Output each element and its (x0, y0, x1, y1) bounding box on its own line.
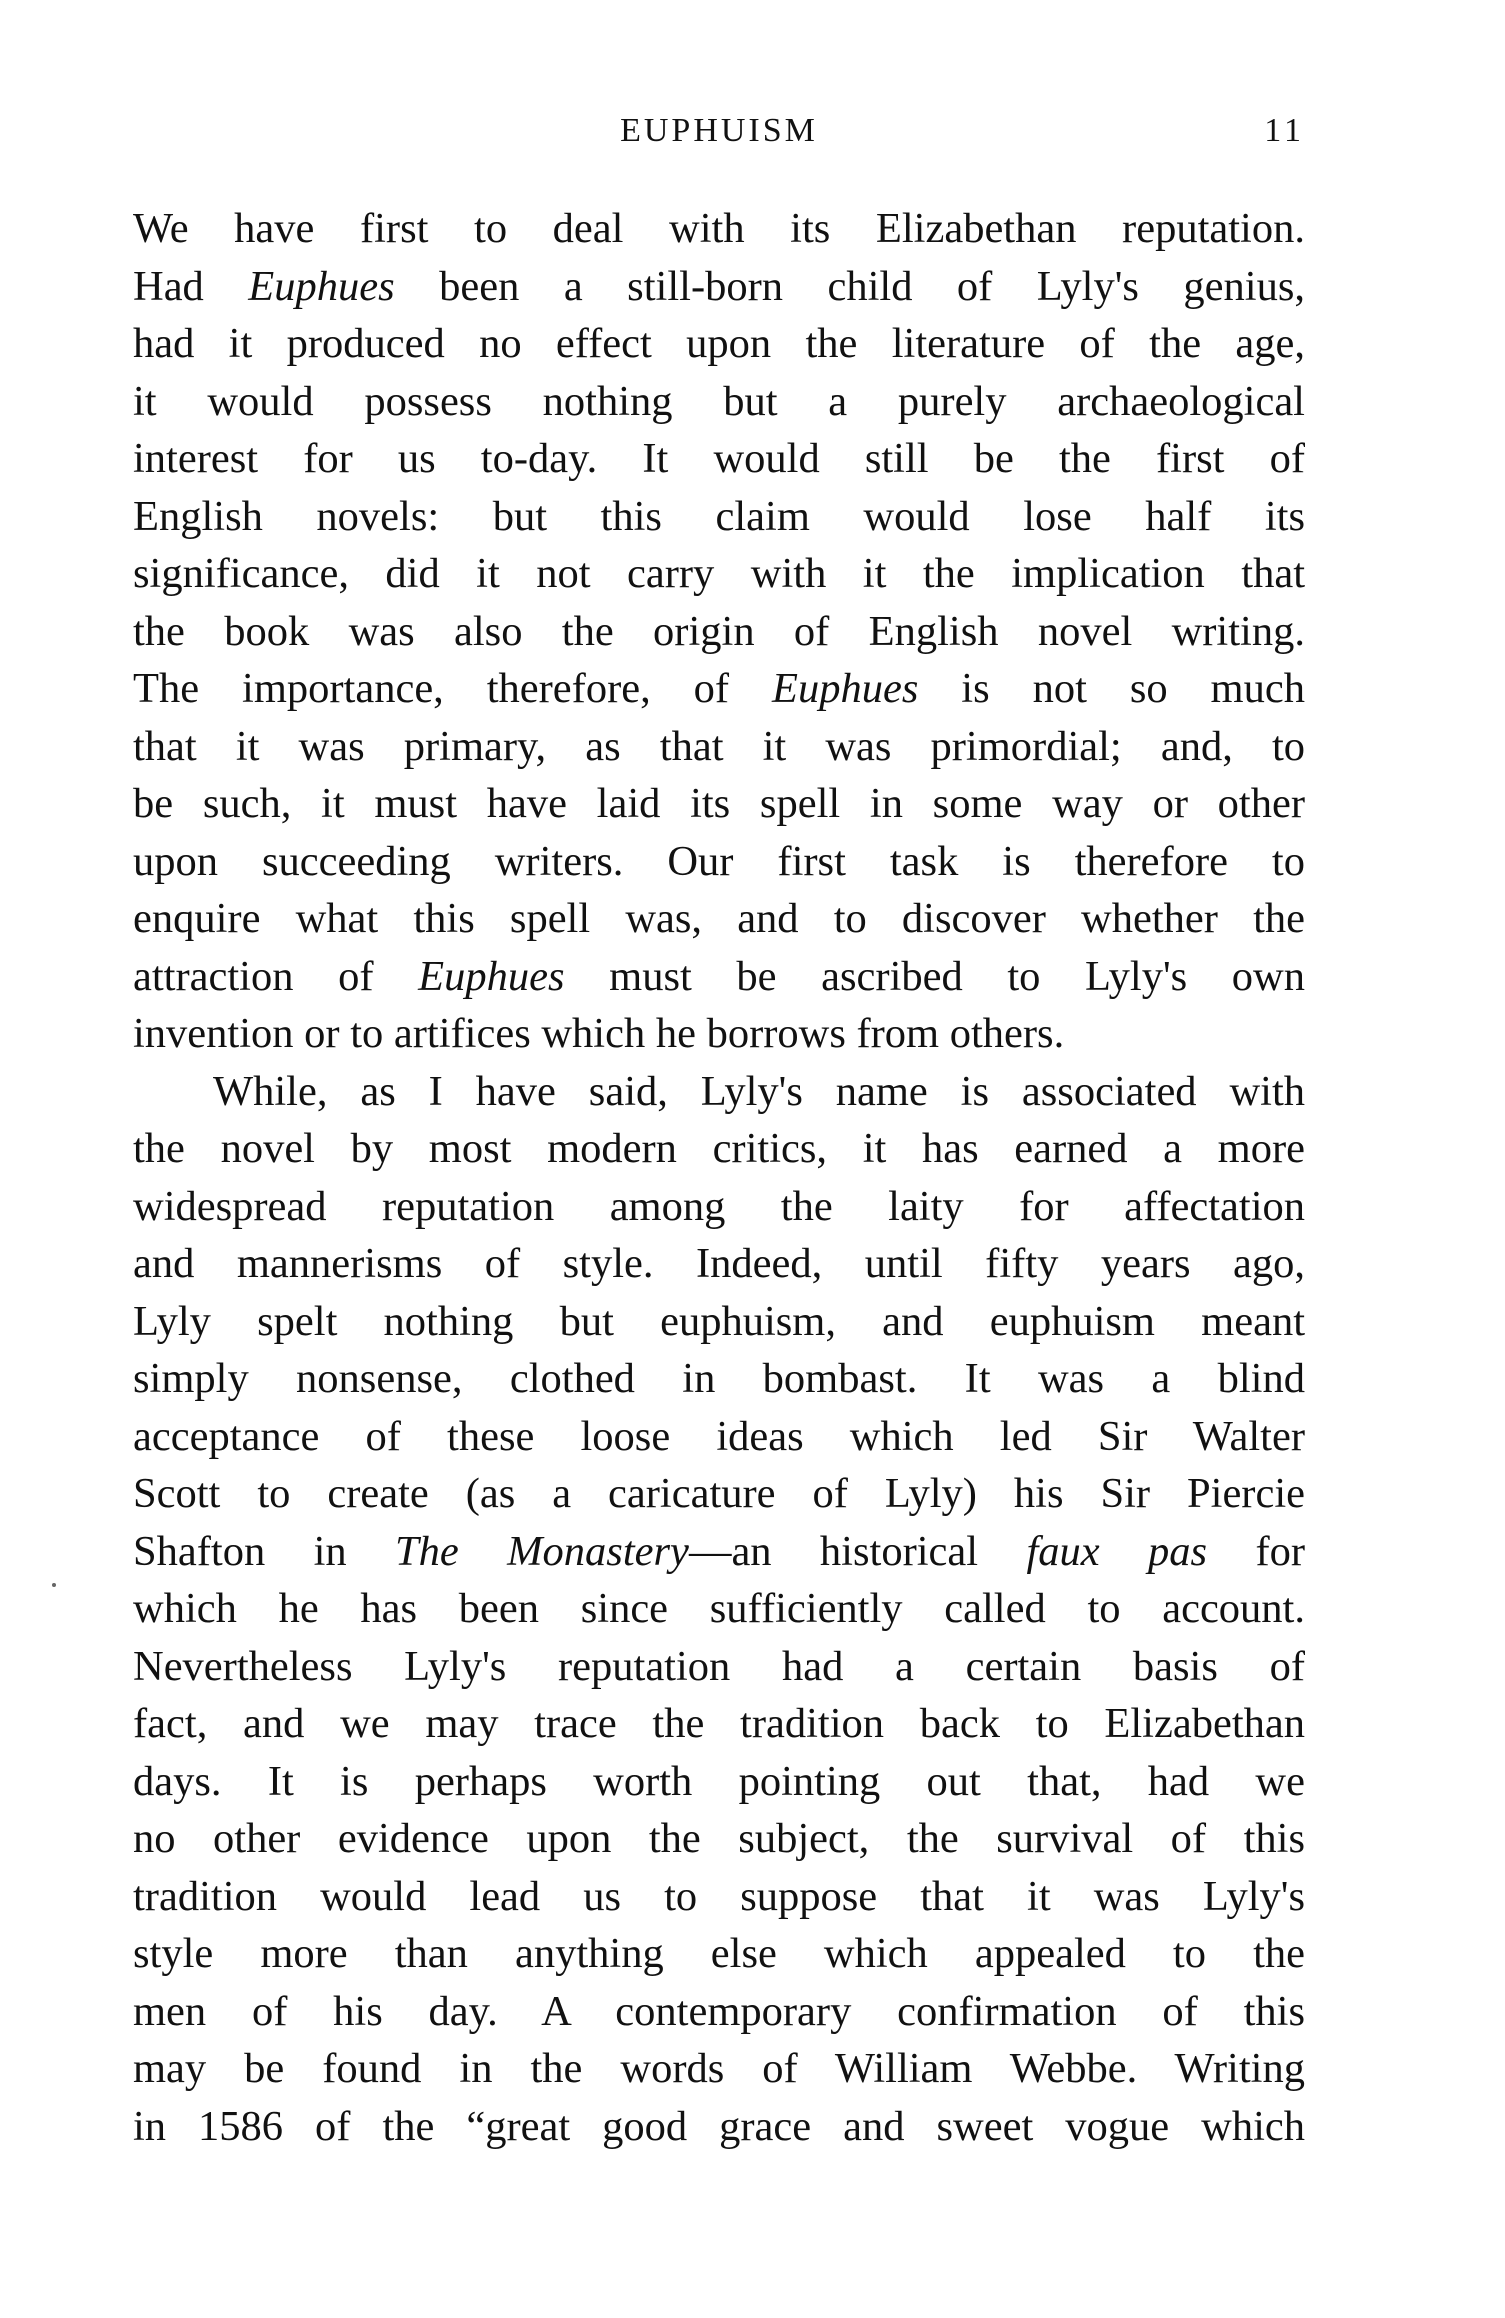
text-line: and mannerisms of style. Indeed, until fifty years ago, (133, 1240, 1305, 1287)
paragraph-1 (133, 200, 1305, 1063)
text-line: the book was also the origin of English novel writing. (133, 607, 1305, 655)
text-line: be such, it must have laid its spell in some way or other (133, 780, 1305, 827)
text-line: Lyly spelt nothing but euphuism, and euphuism meant (133, 1297, 1305, 1345)
text-line: had it produced no effect upon the literature of the age, (133, 320, 1305, 367)
text-line: enquire what this spell was, and to discover whether the (133, 895, 1305, 942)
italic-title: Euphues (772, 665, 919, 712)
italic-title: Euphues (418, 952, 565, 1000)
text-line: it would possess nothing but a purely archaeological (133, 377, 1305, 425)
text-line: English novels: but this claim would lose half its (133, 492, 1305, 540)
text-line: attraction of Euphues must be ascribed to Lyly's own (133, 952, 1305, 1000)
text-line: that it was primary, as that it was primordial; and, to (133, 722, 1305, 770)
running-head (133, 112, 1305, 152)
text-line: which he has been since sufficiently called to account. (133, 1585, 1305, 1632)
text-line: invention or to artifices which he borrows from others. (133, 1010, 1065, 1057)
text-line: the novel by most modern critics, it has earned a more (133, 1125, 1305, 1172)
text-line: significance, did it not carry with it the implication that (133, 550, 1305, 597)
italic-title: Euphues (248, 262, 395, 310)
page-number: 11 (1264, 112, 1305, 149)
text-line: fact, and we may trace the tradition back to Elizabethan (133, 1700, 1305, 1747)
italic-title: The Monastery (395, 1527, 689, 1575)
text-line: no other evidence upon the subject, the survival of this (133, 1815, 1305, 1862)
text-line: days. It is perhaps worth pointing out that, had we (133, 1757, 1305, 1805)
paragraph-2 (133, 1063, 1305, 2156)
text-line: widespread reputation among the laity for affectation (133, 1182, 1305, 1230)
margin-speck (52, 1583, 56, 1587)
text-line: Had Euphues been a still-born child of Lyly's genius, (133, 262, 1305, 310)
text-line: men of his day. A contemporary confirmation of this (133, 1987, 1305, 2035)
text-line: The importance, therefore, of Euphues is not so much (133, 665, 1305, 712)
running-title: EUPHUISM (620, 112, 818, 149)
text-line: While, as I have said, Lyly's name is associated with (213, 1067, 1305, 1115)
text-line: upon succeeding writers. Our first task is therefore to (133, 837, 1305, 885)
text-line: tradition would lead us to suppose that it was Lyly's (133, 1872, 1305, 1920)
body-text (133, 200, 1305, 2155)
text-line: Nevertheless Lyly's reputation had a certain basis of (133, 1642, 1305, 1690)
text-line: simply nonsense, clothed in bombast. It was a blind (133, 1355, 1305, 1402)
text-line: Shafton in The Monastery—an historical faux pas for (133, 1527, 1305, 1575)
text-line: acceptance of these loose ideas which led Sir Walter (133, 1412, 1305, 1460)
text-line: Scott to create (as a caricature of Lyly) his Sir Piercie (133, 1470, 1305, 1517)
text-line: may be found in the words of William Webbe. Writing (133, 2045, 1305, 2092)
text-line: style more than anything else which appealed to the (133, 1930, 1305, 1977)
text-line: in 1586 of the “great good grace and sweet vogue which (133, 2102, 1305, 2150)
text-line: interest for us to-day. It would still be the first of (133, 435, 1305, 482)
italic-title: faux pas (1026, 1527, 1208, 1575)
text-line: We have first to deal with its Elizabethan reputation. (133, 205, 1305, 252)
